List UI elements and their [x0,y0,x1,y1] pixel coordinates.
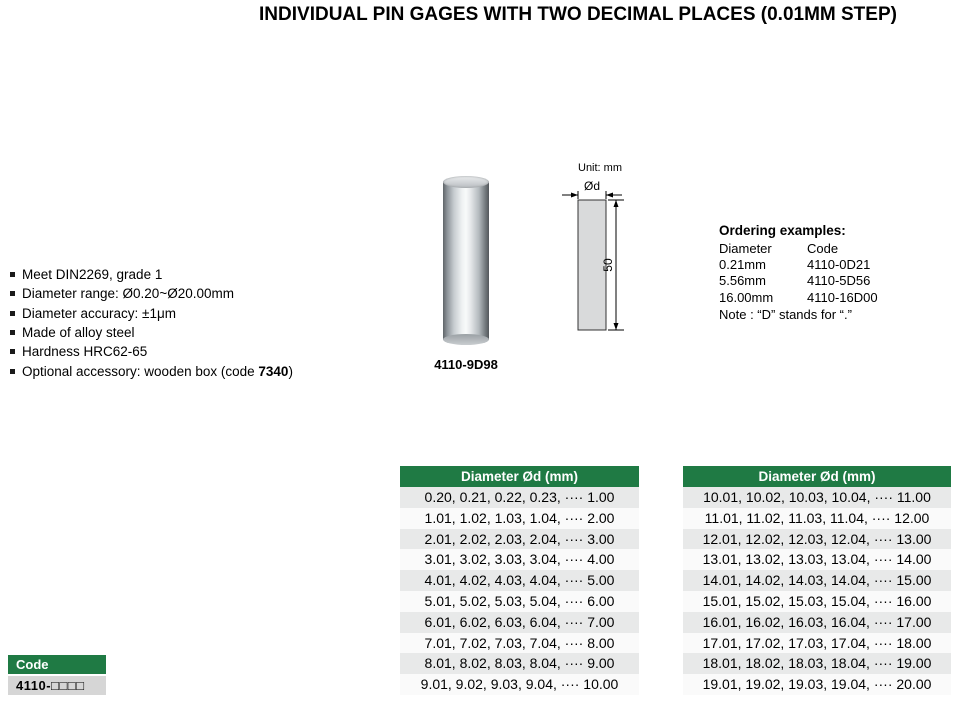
feature-item [10,304,293,323]
table-row: 9.01, 9.02, 9.03, 9.04, ···· 10.00 [400,674,639,695]
table-row: 14.01, 14.02, 14.03, 14.04, ···· 15.00 [683,570,951,591]
feature-item [10,284,293,303]
bullet-square-icon [10,330,15,335]
arrowhead-right-icon [571,193,578,198]
table-body [683,487,951,695]
ordering-columns-row [719,240,954,256]
feature-text [22,364,293,379]
unit-label: Unit: mm [578,162,622,174]
table-header: Diameter Ød (mm) [400,466,639,487]
feature-item [10,342,293,361]
table-row: 6.01, 6.02, 6.03, 6.04, ···· 7.00 [400,612,639,633]
feature-item [10,361,293,380]
ordering-diameter: 0.21mm [719,257,766,273]
feature-text: Meet DIN2269, grade 1 [22,267,163,283]
feature-text-prefix: Optional accessory: wooden box (code [22,363,259,379]
feature-text-suffix: ) [288,363,293,379]
pin-photo [443,176,489,346]
table-body [400,487,639,695]
bullet-square-icon [10,369,15,374]
table-row: 12.01, 12.02, 12.03, 12.04, ···· 13.00 [683,529,951,550]
feature-text: Diameter accuracy: ±1μm [22,305,176,321]
ordering-code: 4110-5D56 [807,273,871,289]
code-header: Code [8,655,106,674]
table-row: 4.01, 4.02, 4.03, 4.04, ···· 5.00 [400,570,639,591]
page-title: INDIVIDUAL PIN GAGES WITH TWO DECIMAL PLACES (0.01MM STEP) [259,4,897,25]
pin-bottom-face [443,334,489,345]
pin-top-face [443,176,489,188]
table-row: 2.01, 2.02, 2.03, 2.04, ···· 3.00 [400,529,639,550]
arrowhead-left-icon [606,193,613,198]
length-dimension-label: 50 [601,258,615,272]
ordering-diameter: 5.56mm [719,273,766,289]
table-row: 13.01, 13.02, 13.03, 13.04, ···· 14.00 [683,549,951,570]
bullet-square-icon [10,311,15,316]
dimension-drawing [558,153,698,348]
table-row: 3.01, 3.02, 3.03, 3.04, ···· 4.00 [400,549,639,570]
code-pattern: 4110-□□□□ [8,676,106,695]
feature-list [10,265,293,381]
feature-item [10,323,293,342]
ordering-col-diameter: Diameter [719,240,772,256]
table-row: 7.01, 7.02, 7.03, 7.04, ···· 8.00 [400,633,639,654]
ordering-row [719,256,954,272]
feature-item [10,265,293,284]
ordering-heading: Ordering examples: [719,223,846,238]
table-row: 0.20, 0.21, 0.22, 0.23, ···· 1.00 [400,487,639,508]
table-row: 5.01, 5.02, 5.03, 5.04, ···· 6.00 [400,591,639,612]
ordering-code: 4110-16D00 [807,289,878,305]
ordering-code: 4110-0D21 [807,257,871,273]
table-row: 10.01, 10.02, 10.03, 10.04, ···· 11.00 [683,487,951,508]
diameter-symbol-label: Ød [583,179,601,193]
feature-text: Made of alloy steel [22,325,135,341]
ordering-row [719,289,954,305]
table-row: 19.01, 19.02, 19.03, 19.04, ···· 20.00 [683,674,951,695]
table-row: 18.01, 18.02, 18.03, 18.04, ···· 19.00 [683,653,951,674]
bullet-square-icon [10,272,15,277]
ordering-examples [719,223,954,322]
feature-text: Diameter range: Ø0.20~Ø20.00mm [22,286,234,302]
pin-model-label: 4110-9D98 [434,357,498,372]
table-row: 11.01, 11.02, 11.03, 11.04, ···· 12.00 [683,508,951,529]
ordering-note: Note : “D” stands for “.” [719,306,852,322]
table-row: 17.01, 17.02, 17.03, 17.04, ···· 18.00 [683,633,951,654]
table-row: 15.01, 15.02, 15.03, 15.04, ···· 16.00 [683,591,951,612]
arrowhead-down-icon [614,323,619,330]
arrowhead-up-icon [614,200,619,207]
table-row: 16.01, 16.02, 16.03, 16.04, ···· 17.00 [683,612,951,633]
diameter-table-left [400,466,639,695]
bullet-square-icon [10,291,15,296]
feature-text-bold-code: 7340 [258,363,289,379]
diameter-table-right [683,466,951,695]
table-header: Diameter Ød (mm) [683,466,951,487]
ordering-col-code: Code [807,240,839,256]
table-row: 8.01, 8.02, 8.03, 8.04, ···· 9.00 [400,653,639,674]
pin-body [443,182,489,340]
table-row: 1.01, 1.02, 1.03, 1.04, ···· 2.00 [400,508,639,529]
feature-text: Hardness HRC62-65 [22,344,148,360]
ordering-diameter: 16.00mm [719,289,774,305]
ordering-row [719,273,954,289]
bullet-square-icon [10,349,15,354]
